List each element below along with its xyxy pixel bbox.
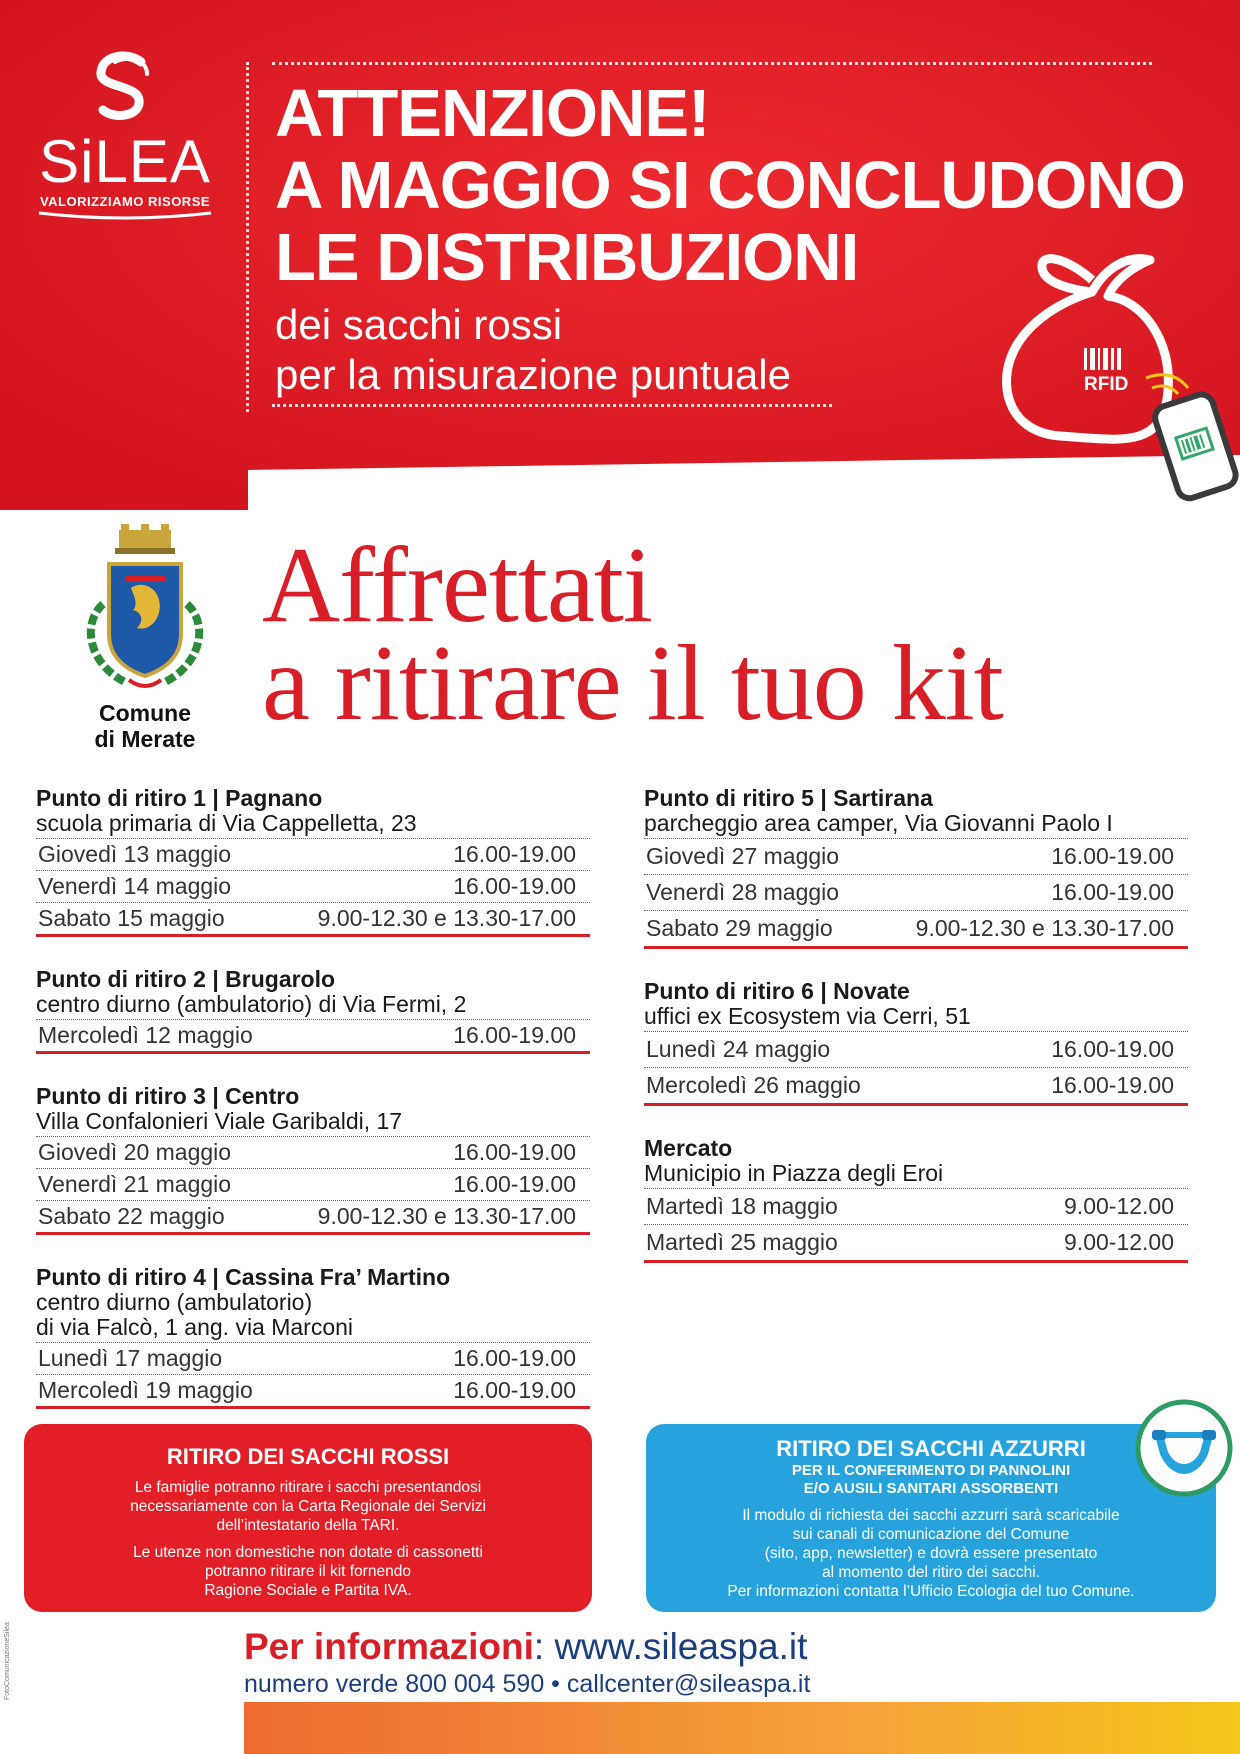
pickup-point-6 bbox=[644, 979, 1188, 1106]
blue-box-subtitle-2: E/O AUSILI SANITARI ASSORBENTI bbox=[803, 1480, 1059, 1497]
pickup-point-title: Punto di ritiro 4 | Cassina Fra’ Martino bbox=[36, 1264, 451, 1290]
subheadline bbox=[275, 300, 791, 400]
pickup-point-title: Punto di ritiro 6 | Novate bbox=[644, 978, 910, 1004]
header-divider-bottom bbox=[272, 404, 832, 407]
schedule-hours: 16.00-19.00 bbox=[453, 1345, 576, 1371]
blue-box-line: Il modulo di richiesta dei sacchi azzurri sarà scaricabile bbox=[742, 1507, 1120, 1524]
pickup-point-address: centro diurno (ambulatorio) di Via Fermi, 2 bbox=[36, 991, 467, 1017]
blue-box-line: (sito, app, newsletter) e dovrà essere presentato bbox=[764, 1545, 1098, 1562]
subheadline-line-1: dei sacchi rossi bbox=[275, 301, 563, 348]
schedule-row bbox=[36, 1020, 590, 1051]
schedule-hours: 9.00-12.30 e 13.30-17.00 bbox=[317, 905, 576, 931]
schedule-day: Sabato 22 maggio bbox=[38, 1203, 225, 1229]
pickup-point-address: Villa Confalonieri Viale Garibaldi, 17 bbox=[36, 1108, 403, 1134]
schedule-day: Giovedì 20 maggio bbox=[38, 1139, 232, 1165]
red-box-line: Le utenze non domestiche non dotate di cassonetti bbox=[133, 1544, 483, 1561]
rfid-bag-icon bbox=[1000, 240, 1240, 520]
schedule-row bbox=[644, 1068, 1188, 1103]
rfid-label: RFID bbox=[1084, 374, 1129, 395]
pickup-point-title: Punto di ritiro 2 | Brugarolo bbox=[36, 966, 336, 992]
pickup-point-title: Punto di ritiro 1 | Pagnano bbox=[36, 785, 323, 811]
schedule-table bbox=[36, 1342, 590, 1409]
info-headline bbox=[244, 1626, 810, 1668]
pickup-point-5 bbox=[644, 786, 1188, 949]
red-box-line: Ragione Sociale e Partita IVA. bbox=[204, 1582, 412, 1599]
red-box-paragraph-1 bbox=[24, 1478, 592, 1535]
schedule-hours: 16.00-19.00 bbox=[1051, 879, 1174, 905]
blue-box-line: al momento del ritiro dei sacchi. bbox=[822, 1564, 1040, 1581]
blue-box-subtitle-1: PER IL CONFERIMENTO DI PANNOLINI bbox=[791, 1462, 1071, 1479]
schedule-column-right bbox=[644, 786, 1188, 1293]
schedule-hours: 9.00-12.30 e 13.30-17.00 bbox=[915, 915, 1174, 941]
red-box-line: Le famiglie potranno ritirare i sacchi presentandosi bbox=[134, 1479, 482, 1496]
blue-box-line: sui canali di comunicazione del Comune bbox=[792, 1526, 1070, 1543]
schedule-row bbox=[644, 1189, 1188, 1225]
blue-bags-info-box bbox=[646, 1424, 1216, 1612]
schedule-hours: 16.00-19.00 bbox=[453, 841, 576, 867]
schedule-day: Mercoledì 19 maggio bbox=[38, 1377, 253, 1403]
schedule-day: Venerdì 14 maggio bbox=[38, 873, 232, 899]
pickup-point-2 bbox=[36, 967, 590, 1054]
schedule-row bbox=[644, 1225, 1188, 1260]
schedule-hours: 16.00-19.00 bbox=[1051, 1036, 1174, 1062]
schedule-row bbox=[36, 839, 590, 871]
pickup-point-address: uffici ex Ecosystem via Cerri, 51 bbox=[644, 1003, 971, 1029]
header-divider-vertical bbox=[246, 62, 249, 412]
logo-swoosh-icon bbox=[35, 209, 215, 221]
schedule-hours: 16.00-19.00 bbox=[1051, 1072, 1174, 1098]
schedule-hours: 16.00-19.00 bbox=[453, 1022, 576, 1048]
info-label: Per informazioni bbox=[244, 1626, 534, 1667]
footer-color-bar bbox=[244, 1702, 1240, 1754]
schedule-row bbox=[644, 1032, 1188, 1068]
header-banner bbox=[0, 0, 1240, 510]
schedule-day: Mercoledì 26 maggio bbox=[646, 1072, 861, 1098]
headline-line-2: A MAGGIO SI CONCLUDONO bbox=[275, 148, 1185, 223]
schedule-day: Giovedì 27 maggio bbox=[646, 843, 840, 869]
schedule-hours: 16.00-19.00 bbox=[453, 1377, 576, 1403]
blue-box-line: Per informazioni contatta l’Ufficio Ecologia del tuo Comune. bbox=[727, 1583, 1135, 1600]
schedule-row bbox=[36, 1169, 590, 1201]
pickup-point-title: Punto di ritiro 5 | Sartirana bbox=[644, 785, 933, 811]
hurry-headline bbox=[262, 526, 1003, 743]
diaper-icon bbox=[1134, 1398, 1234, 1498]
schedule-hours: 16.00-19.00 bbox=[453, 873, 576, 899]
pickup-point-4 bbox=[36, 1265, 590, 1409]
silea-s-icon bbox=[85, 48, 165, 128]
schedule-day: Mercoledì 12 maggio bbox=[38, 1022, 253, 1048]
pickup-point-title: Punto di ritiro 3 | Centro bbox=[36, 1083, 300, 1109]
schedule-table bbox=[36, 838, 590, 937]
schedule-table bbox=[644, 1188, 1188, 1263]
schedule-day: Sabato 15 maggio bbox=[38, 905, 225, 931]
headline-line-3: LE DISTRIBUZIONI bbox=[275, 220, 859, 295]
comune-name-line-1: Comune bbox=[99, 700, 191, 726]
pickup-point-address: scuola primaria di Via Cappelletta, 23 bbox=[36, 810, 417, 836]
contact-info bbox=[244, 1626, 810, 1700]
blue-box-paragraph bbox=[646, 1506, 1216, 1601]
schedule-row bbox=[644, 911, 1188, 946]
subheadline-line-2: per la misurazione puntuale bbox=[275, 351, 791, 398]
logo-tagline: VALORIZZIAMO RISORSE bbox=[39, 194, 211, 209]
schedule-hours: 16.00-19.00 bbox=[453, 1171, 576, 1197]
pickup-point-address: centro diurno (ambulatorio) bbox=[36, 1289, 313, 1315]
schedule-table bbox=[36, 1136, 590, 1235]
schedule-row bbox=[36, 1137, 590, 1169]
schedule-day: Venerdì 21 maggio bbox=[38, 1171, 232, 1197]
comune-crest bbox=[70, 524, 220, 751]
pickup-point-1 bbox=[36, 786, 590, 937]
website-link[interactable]: www.sileaspa.it bbox=[554, 1626, 808, 1667]
red-box-line: necessariamente con la Carta Regionale dei Servizi bbox=[130, 1498, 486, 1515]
photo-credit: FotoComunicazioneSilea bbox=[4, 1622, 11, 1700]
pickup-point-address: Municipio in Piazza degli Eroi bbox=[644, 1160, 944, 1186]
blue-box-title: RITIRO DEI SACCHI AZZURRI bbox=[776, 1436, 1086, 1461]
red-bags-info-box bbox=[24, 1424, 592, 1612]
schedule-row bbox=[644, 875, 1188, 911]
schedule-day: Lunedì 17 maggio bbox=[38, 1345, 223, 1371]
schedule-row bbox=[36, 1201, 590, 1232]
contact-details: numero verde 800 004 590 • callcenter@sileaspa.it bbox=[244, 1670, 811, 1698]
pickup-point-title: Mercato bbox=[644, 1135, 733, 1161]
schedule-row bbox=[36, 1375, 590, 1406]
schedule-hours: 9.00-12.30 e 13.30-17.00 bbox=[317, 1203, 576, 1229]
header-divider-top bbox=[272, 62, 1152, 65]
hurry-line-2: a ritirare il tuo kit bbox=[262, 624, 1003, 743]
pickup-point-address: di via Falcò, 1 ang. via Marconi bbox=[36, 1314, 354, 1340]
schedule-hours: 9.00-12.00 bbox=[1064, 1229, 1174, 1255]
schedule-column-left bbox=[36, 786, 590, 1439]
coat-of-arms-icon bbox=[75, 524, 215, 694]
info-colon: : bbox=[533, 1626, 555, 1667]
schedule-day: Sabato 29 maggio bbox=[646, 915, 833, 941]
comune-name-line-2: di Merate bbox=[94, 726, 196, 752]
schedule-day: Martedì 18 maggio bbox=[646, 1193, 838, 1219]
schedule-table bbox=[644, 1031, 1188, 1106]
schedule-hours: 9.00-12.00 bbox=[1064, 1193, 1174, 1219]
schedule-day: Lunedì 24 maggio bbox=[646, 1036, 831, 1062]
pickup-point-3 bbox=[36, 1084, 590, 1235]
schedule-row bbox=[644, 839, 1188, 875]
red-box-title: RITIRO DEI SACCHI ROSSI bbox=[166, 1444, 450, 1469]
schedule-hours: 16.00-19.00 bbox=[1051, 843, 1174, 869]
schedule-day: Giovedì 13 maggio bbox=[38, 841, 232, 867]
silea-logo bbox=[30, 48, 220, 221]
logo-wordmark: SiLEA bbox=[39, 128, 211, 195]
red-box-line: potranno ritirare il kit fornendo bbox=[205, 1563, 411, 1580]
hurry-line-1: Affrettati bbox=[262, 526, 652, 645]
schedule-row bbox=[36, 871, 590, 903]
pickup-point-address: parcheggio area camper, Via Giovanni Paolo I bbox=[644, 810, 1113, 836]
schedule-day: Venerdì 28 maggio bbox=[646, 879, 840, 905]
schedule-table bbox=[644, 838, 1188, 949]
red-box-paragraph-2 bbox=[24, 1543, 592, 1600]
pickup-point-market bbox=[644, 1136, 1188, 1263]
schedule-table bbox=[36, 1019, 590, 1054]
schedule-hours: 16.00-19.00 bbox=[453, 1139, 576, 1165]
schedule-row bbox=[36, 903, 590, 934]
red-box-line: dell’intestatario della TARI. bbox=[216, 1517, 400, 1534]
headline-line-1: ATTENZIONE! bbox=[275, 76, 710, 151]
schedule-row bbox=[36, 1343, 590, 1375]
schedule-day: Martedì 25 maggio bbox=[646, 1229, 838, 1255]
